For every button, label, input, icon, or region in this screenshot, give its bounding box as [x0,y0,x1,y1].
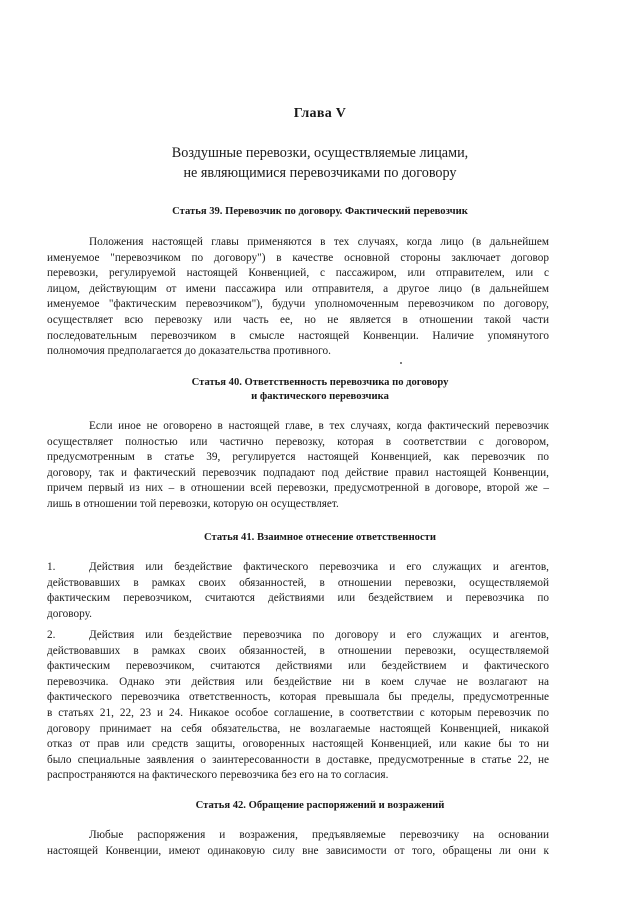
chapter-subtitle-line: Воздушные перевозки, осуществляемые лицами, [171,145,469,161]
paragraph-line: договору, так и фактический перевозчик подпадают под действие правил настоящей Конвенции, [47,466,549,479]
article-40-heading [0,376,640,404]
paragraph-line: фактическим перевозчиком, считаются действиями или бездействием и фактического [47,660,549,673]
paragraph-line: осуществляет всю перевозку или часть ее, но не является в отношении такой части [47,313,549,326]
paragraph-line: фактического перевозчика ответственность, которая превышала бы пределы, предусмотренные [47,691,549,704]
paragraph-line: в статьях 21, 22, 23 и 24. Никакое особое соглашение, в соответствии с которым перевозчик по [47,706,549,719]
article-heading-line: Статья 39. Перевозчик по договору. Фактический перевозчик [172,206,468,217]
article-40-paragraph [47,419,549,513]
paragraph-line: лишь в отношении той перевозки, которую он осуществляет. [47,497,339,510]
paragraph-line: фактическим перевозчиком, считаются действиями или бездействием и перевозчика по [47,592,549,605]
article-heading-line: Статья 41. Взаимное отнесение ответственности [204,532,436,543]
article-39-heading [0,205,640,219]
article-41-heading [0,531,640,545]
paragraph-line: было специальные заявления о заинтересованности в доставке, предусмотренные в статье 22, не [47,753,549,766]
paragraph-number: 2. [47,629,56,641]
article-42-heading [0,799,640,813]
article-heading-line: Статья 42. Обращение распоряжений и возражений [195,800,445,811]
article-heading-line: и фактического перевозчика [251,391,389,402]
paragraph-line: осуществляет полностью или частично перевозку, которая в соответствии с договором, [47,435,549,448]
article-39-paragraph [47,235,549,360]
paragraph-line: именуемое "перевозчиком по договору") в качестве основной стороны заключает договор [47,251,549,264]
paragraph-line-text: Действия или бездействие фактического перевозчика и его служащих и агентов, [89,561,549,573]
paragraph-line: полномочия предполагается до доказательства противного. [47,345,331,358]
paragraph-line: перевозки, регулируемой настоящей Конвенцией, с пассажиром, или отправителем, или с [47,267,549,280]
paragraph-line: отказ от прав или средств защиты, оговоренных настоящей Конвенцией, или какие бы то ни [47,738,549,751]
paragraph-line: Любые распоряжения и возражения, предъявляемые перевозчику на основании [89,829,549,841]
article-41-paragraph-1 [47,560,549,622]
paragraph-line: распространяются на фактического перевозчика без его на то согласия. [47,769,389,782]
paragraph-line: предусмотренным в статье 39, регулируется настоящей Конвенцией, как перевозчик по [47,451,549,464]
paragraph-line: перевозчика. Однако эти действия или бездействие ни в коем случае не возлагают на [47,675,549,688]
scan-speck [400,362,402,364]
article-42-paragraph [47,828,549,859]
paragraph-line: именуемое "фактическим перевозчиком"), будучи уполномоченным перевозчиком по договору, [47,298,549,311]
paragraph-line: договору принимает на себя обязательства, не возлагаемые настоящей Конвенцией, никакой [47,722,549,735]
article-41-paragraph-2 [47,628,549,784]
paragraph-line [47,628,549,644]
paragraph-line: настоящей Конвенции, имеют одинаковую силу вне зависимости от того, обращены ли они к [47,844,549,857]
chapter-subtitle [0,143,640,183]
paragraph-line [47,560,549,576]
paragraph-line-text: Действия или бездействие перевозчика по договору и его служащих и агентов, [89,629,549,641]
paragraph-line: причем первый из них – в отношении всей перевозки, предусмотренной в договоре, второй же – [47,482,549,495]
paragraph-number: 1. [47,561,56,573]
paragraph-line: действовавших в рамках своих обязанностей, в отношении перевозки, осуществляемой [47,644,549,657]
paragraph-line: последовательным перевозчиком в смысле настоящей Конвенции. Наличие упомянутого [47,329,549,342]
paragraph-line: Положения настоящей главы применяются в тех случаях, когда лицо (в дальнейшем [89,236,549,248]
chapter-title: Глава V [293,106,347,121]
article-heading-line: Статья 40. Ответственность перевозчика по договору [191,377,449,388]
paragraph-line: договору. [47,607,92,620]
paragraph-line: лицом, действующим от имени пассажира или отправителя, а другое лицо (в дальнейшем [47,282,549,295]
paragraph-line: действовавших в рамках своих обязанностей, в отношении перевозки, осуществляемой [47,576,549,589]
paragraph-line: Если иное не оговорено в настоящей главе, в тех случаях, когда фактический перевозчик [89,420,549,432]
chapter-subtitle-line: не являющимися перевозчиками по договору [183,165,457,181]
